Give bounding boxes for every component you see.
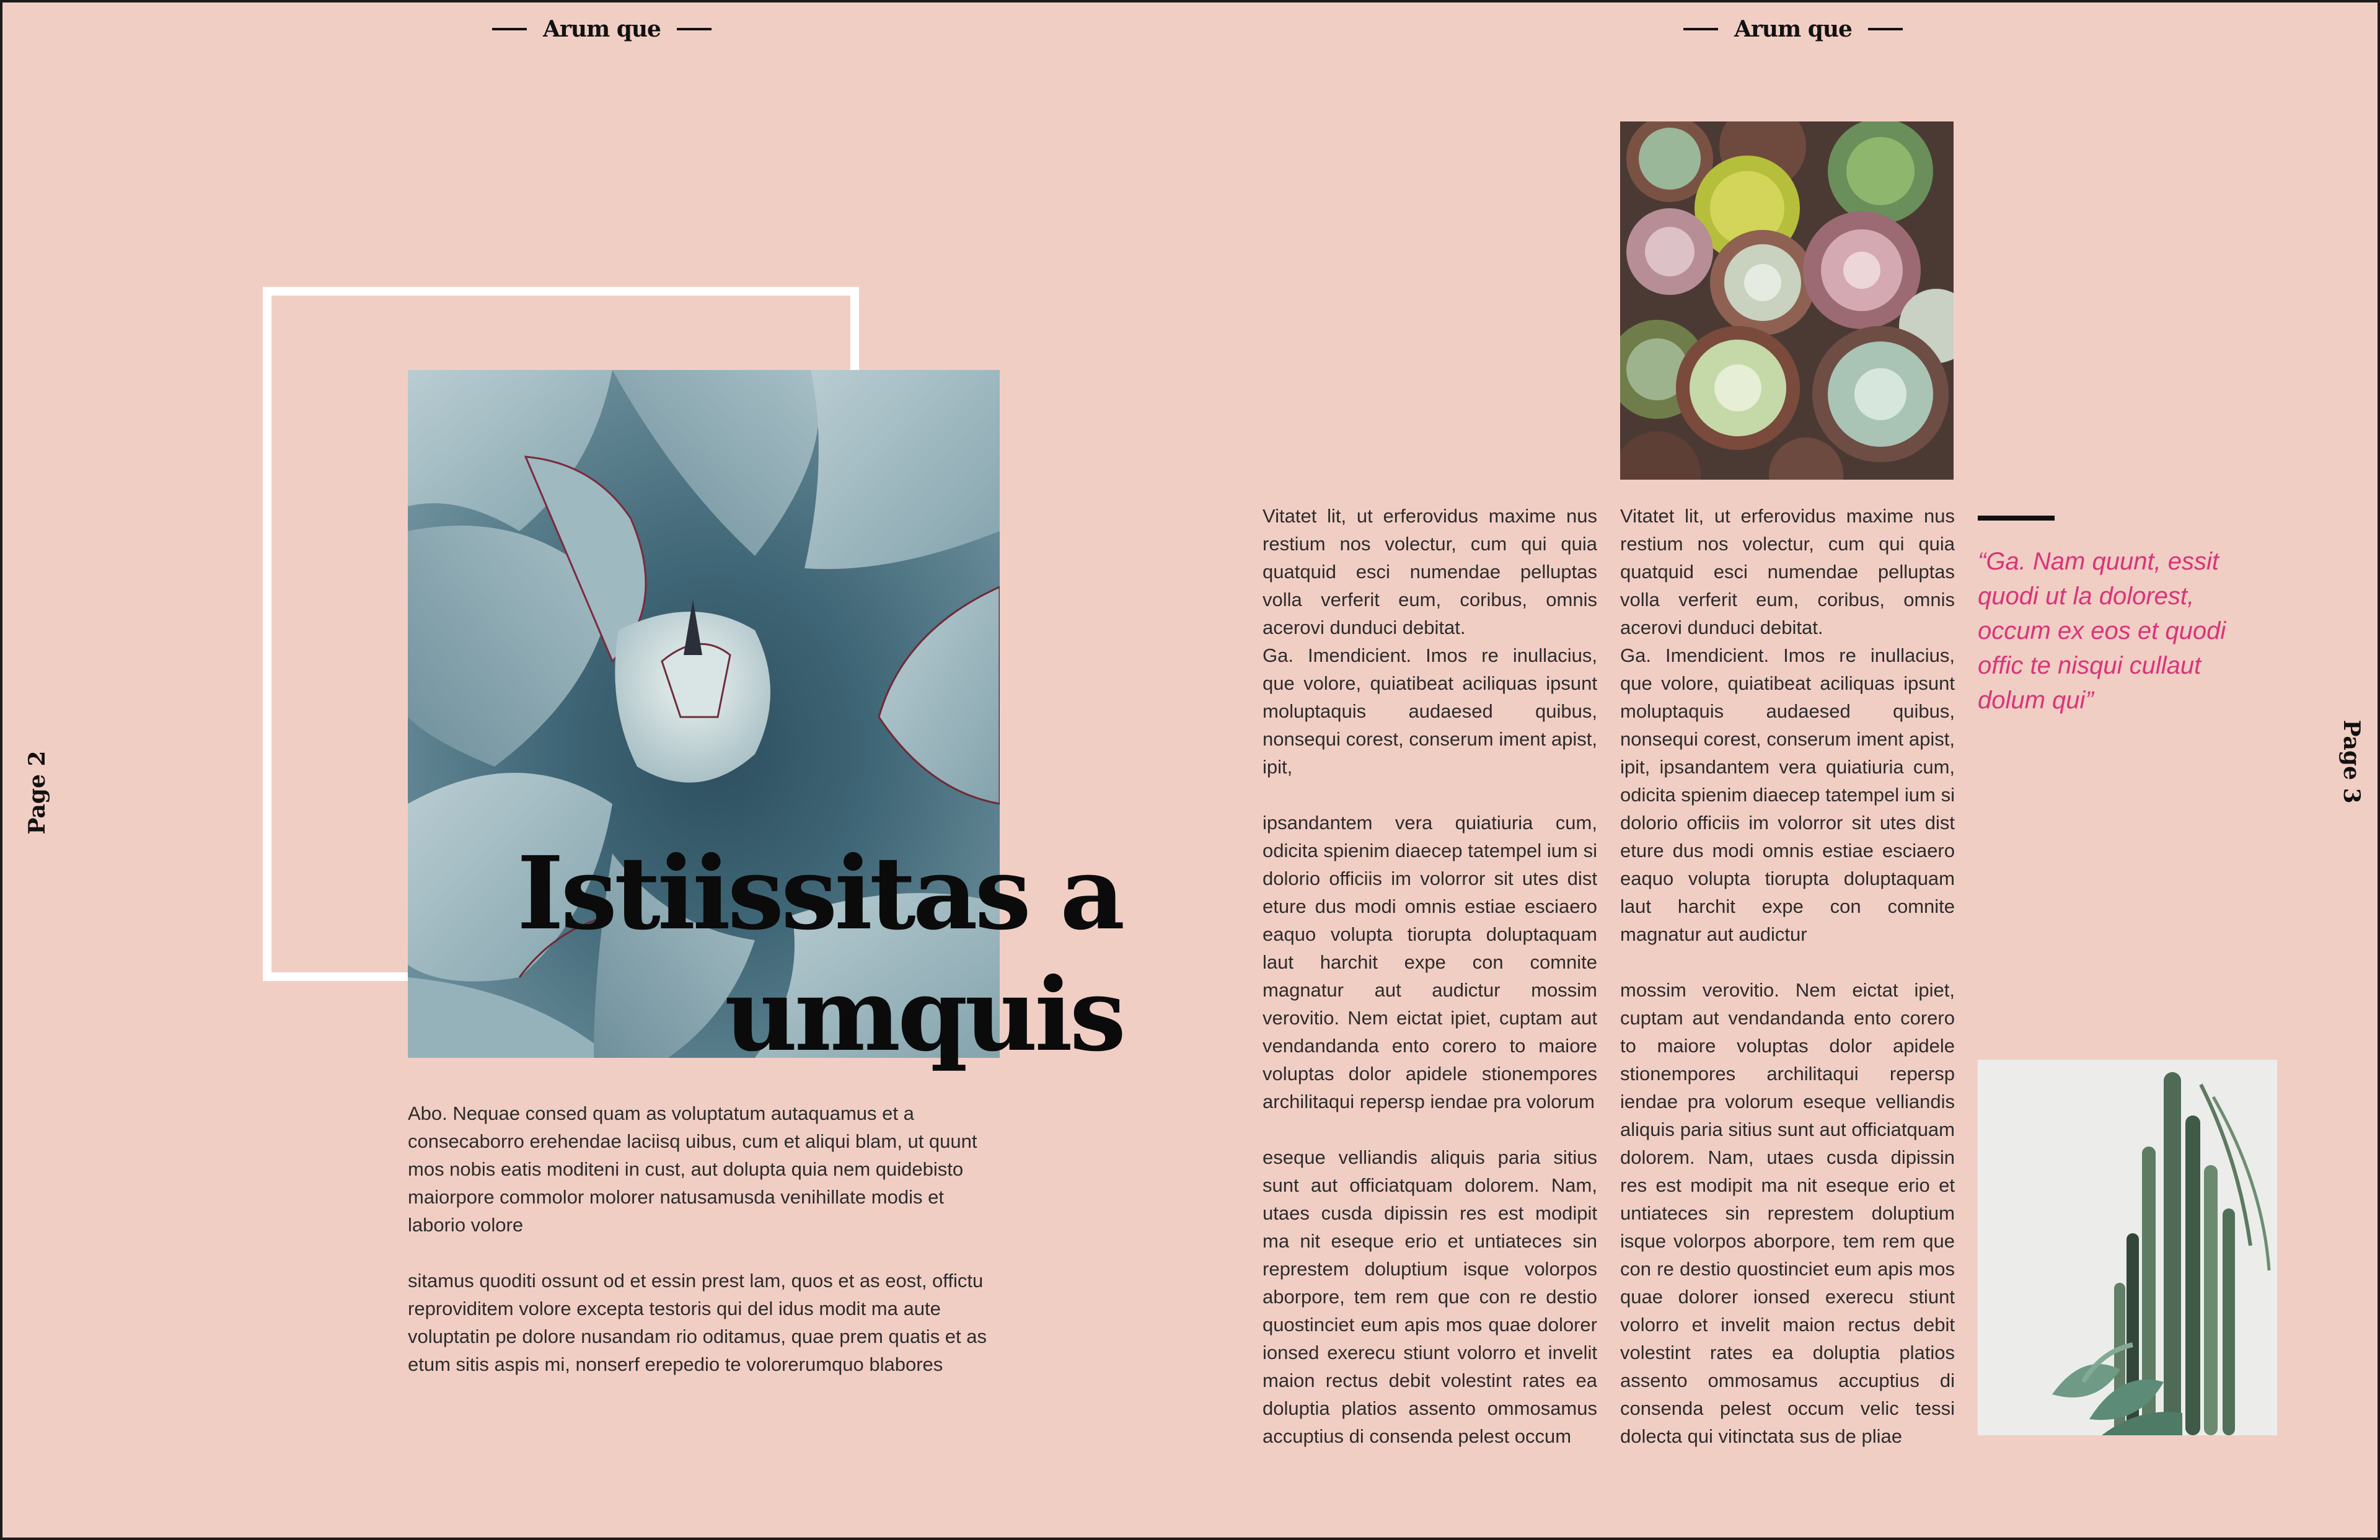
headline xyxy=(517,833,1137,1076)
column-1-paragraph-1: Vitatet lit, ut erferovidus maxime nus restium nos volectur, cum qui quia quatquid esci numendae pelluptas volla verferit eum, coribus, omnis acerovi dunduci debitat. xyxy=(1263,505,1597,638)
running-header-left xyxy=(492,16,712,42)
header-rule-left xyxy=(492,28,527,30)
succulent-pots-photo xyxy=(1620,121,1954,480)
cactus-photo xyxy=(1978,1060,2277,1435)
page-number-left: Page 2 xyxy=(24,750,50,835)
intro-paragraph-2: sitamus quoditi ossunt od et essin prest lam, quos et as eost, offictu reproviditem volore excepta testoris qui del idus modit ma aute voluptatin pe dolore nusandam rio oditamus, quae prem quatis et as etum sitis aspis mi, nonserf erepedio te volorerumquo blabores xyxy=(408,1270,987,1375)
header-title-right: Arum que xyxy=(1734,16,1852,42)
column-2-paragraph-1: Vitatet lit, ut erferovidus maxime nus restium nos volectur, cum qui quia quatquid esci numendae pelluptas volla verferit eum, coribus, omnis acerovi dunduci debitat. xyxy=(1620,505,1955,638)
column-1-paragraph-3: ipsandantem vera quiatiuria cum, odicita spienim diaecep tatempel ium si dolorio officiis im volorror sit utes dist eture dus modi omnis estiae esciaero eaquo volupta tiorupta doluptaquam laut harchit expe con comnite magnatur aut audictur mossim verovitio. Nem eictat ipiet, cuptam aut vendandanda ento corero to maiore voluptas dolor apidele stionempores archilitaqui repersp iendae pra volorum xyxy=(1263,812,1597,1112)
column-2-paragraph-2: Ga. Imendicient. Imos re inullacius, que volore, quiatibeat aciliquas ipsunt moluptaquis audaesed quibus, nonsequi corest, conserum iment apist, ipit, ipsandantem vera quiatiuria cum, odicita spienim diaecep tatempel ium si dolorio officiis im volorror sit utes dist eture dus modi omnis estiae esciaero eaquo volupta tiorupta doluptaquam laut harchit expe con comnite magnatur aut audictur xyxy=(1620,645,1955,945)
column-1-paragraph-4: eseque velliandis aliquis paria sitius sunt aut officiatquam dolorem. Nam, utaes cusda dipissin res est modipit ma nit eseque erio et untiateces sin represtem doluptium isque volorpos aborpore, tem rem que con re destio quostinciet eum apis mos quae dolorer ionsed exerecu stiunt volorro et invelit maion rectus debit volestint rates ea doluptia platios assento ommosamus accuptius di consenda pelest occum xyxy=(1263,1146,1597,1447)
intro-text xyxy=(408,1099,1003,1406)
pull-quote-rule xyxy=(1978,516,2055,521)
header-rule-right xyxy=(1868,28,1903,30)
headline-line-2: umquis xyxy=(725,956,1123,1074)
page-number-right: Page 3 xyxy=(2338,719,2365,804)
running-header-right xyxy=(1683,16,1903,42)
header-rule-left xyxy=(1683,28,1718,30)
headline-line-1: Istiissitas a xyxy=(517,835,1122,953)
header-title-left: Arum que xyxy=(543,16,661,42)
pull-quote: “Ga. Nam quunt, essit quodi ut la dolorest, occum ex eos et quodi offic te nisqui cullaut dolum qui” xyxy=(1978,548,2226,714)
body-column-2 xyxy=(1620,502,1955,1478)
body-column-1 xyxy=(1263,502,1597,1478)
intro-paragraph-1: Abo. Nequae consed quam as voluptatum autaquamus et a consecaborro erehendae laciisq uibus, cum et aliqui blam, ut quunt mos nobis eatis moditeni in cust, aut dolupta quia nem quidebisto maiorpore commolor molorer natusamusda venihillate modis et laborio volore xyxy=(408,1102,977,1236)
column-1-paragraph-2: Ga. Imendicient. Imos re inullacius, que volore, quiatibeat aciliquas ipsunt moluptaquis audaesed quibus, nonsequi corest, conserum iment apist, ipit, xyxy=(1263,645,1597,778)
column-2-paragraph-3: mossim verovitio. Nem eictat ipiet, cuptam aut vendandanda ento corero to maiore voluptas dolor apidele stionempores archilitaqui repersp iendae pra volorum eseque velliandis aliquis paria sitius sunt aut officiatquam dolorem. Nam, utaes cusda dipissin res est modipit ma nit eseque erio et untiateces sin represtem doluptium isque volorpos aborpore, tem rem que con re destio quostinciet eum apis mos quae dolorer ionsed exerecu stiunt volorro et invelit maion rectus debit volestint rates ea doluptia platios assento ommosamus accuptius di consenda pelest occum velic tessi dolecta qui vitinctata sus de pliae xyxy=(1620,979,1955,1447)
header-rule-right xyxy=(677,28,712,30)
